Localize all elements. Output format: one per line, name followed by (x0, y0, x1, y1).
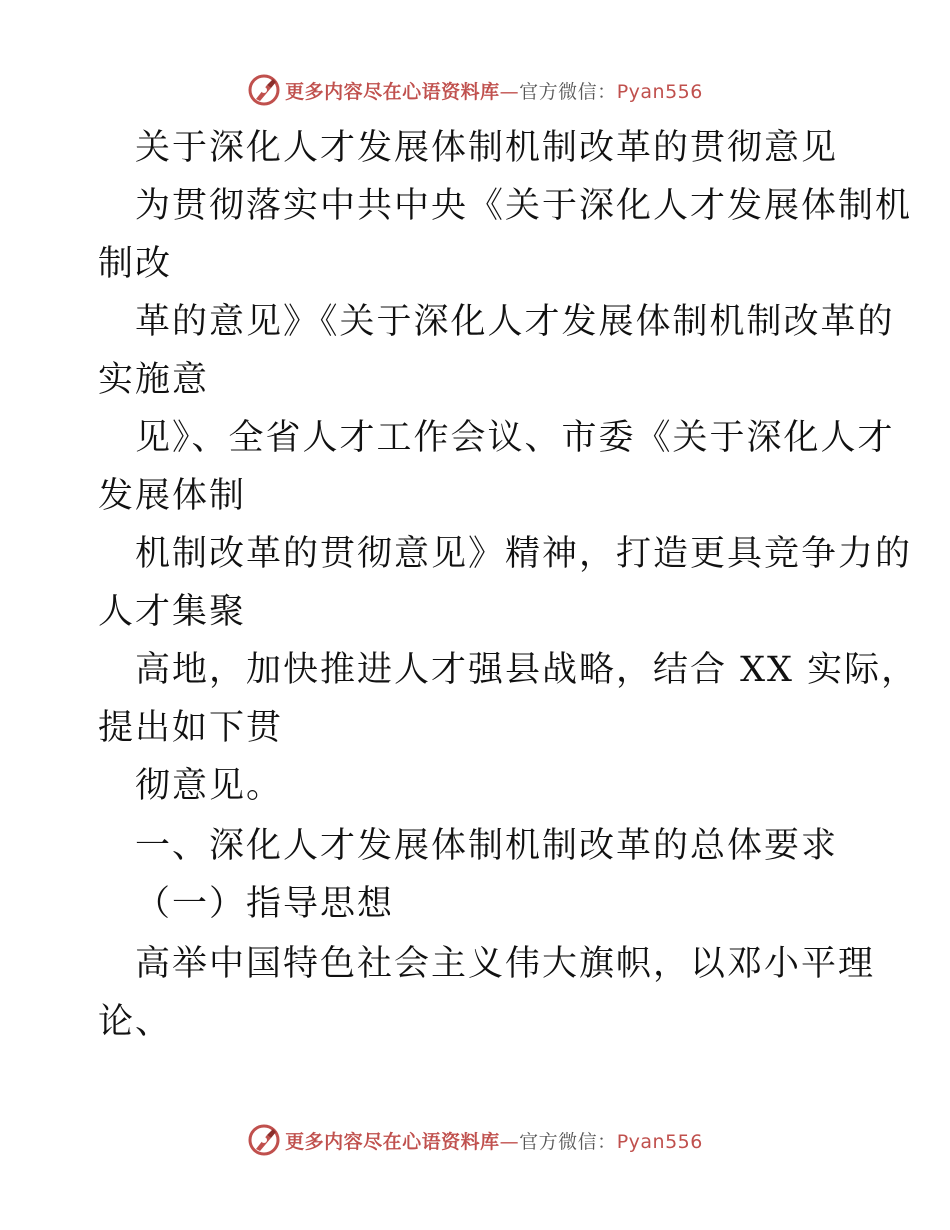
paragraph-line: 彻意见。 (135, 766, 284, 806)
paragraph-line: 论、 (98, 1002, 173, 1042)
watermark-brand: 更多内容尽在心语资料库 (285, 1130, 500, 1153)
document-title: 关于深化人才发展体制机制改革的贯彻意见 (135, 128, 839, 168)
watermark-wechat-id: Pyan556 (616, 80, 703, 103)
paragraph-line: 制改 (98, 244, 173, 284)
watermark-wechat-id: Pyan556 (616, 1130, 703, 1153)
paragraph-line: 为贯彻落实中共中央《关于深化人才发展体制机 (135, 186, 913, 226)
paragraph-line: 发展体制 (98, 476, 247, 516)
watermark-dash: — (499, 80, 520, 103)
watermark-brand: 更多内容尽在心语资料库 (285, 80, 500, 103)
watermark-label: 官方微信： (519, 1130, 617, 1153)
section-heading: 一、深化人才发展体制机制改革的总体要求 (135, 826, 839, 866)
pen-logo-icon (247, 1123, 281, 1157)
subsection-heading: （一）指导思想 (135, 884, 395, 924)
paragraph-line: 提出如下贯 (98, 708, 284, 748)
footer-watermark (0, 1120, 950, 1160)
paragraph-line: 高举中国特色社会主义伟大旗帜，以邓小平理 (135, 944, 876, 984)
watermark-label: 官方微信： (519, 80, 617, 103)
paragraph-line: 高地，加快推进人才强县战略，结合 XX 实际， (135, 650, 919, 690)
paragraph-line: 见》、全省人才工作会议、市委《关于深化人才 (135, 418, 895, 458)
paragraph-line: 机制改革的贯彻意见》精神，打造更具竞争力的 (135, 534, 913, 574)
paragraph-line: 实施意 (98, 360, 210, 400)
watermark-dash: — (499, 1130, 520, 1153)
paragraph-line: 人才集聚 (98, 592, 247, 632)
paragraph-line: 革的意见》《关于深化人才发展体制机制改革的 (135, 302, 895, 342)
